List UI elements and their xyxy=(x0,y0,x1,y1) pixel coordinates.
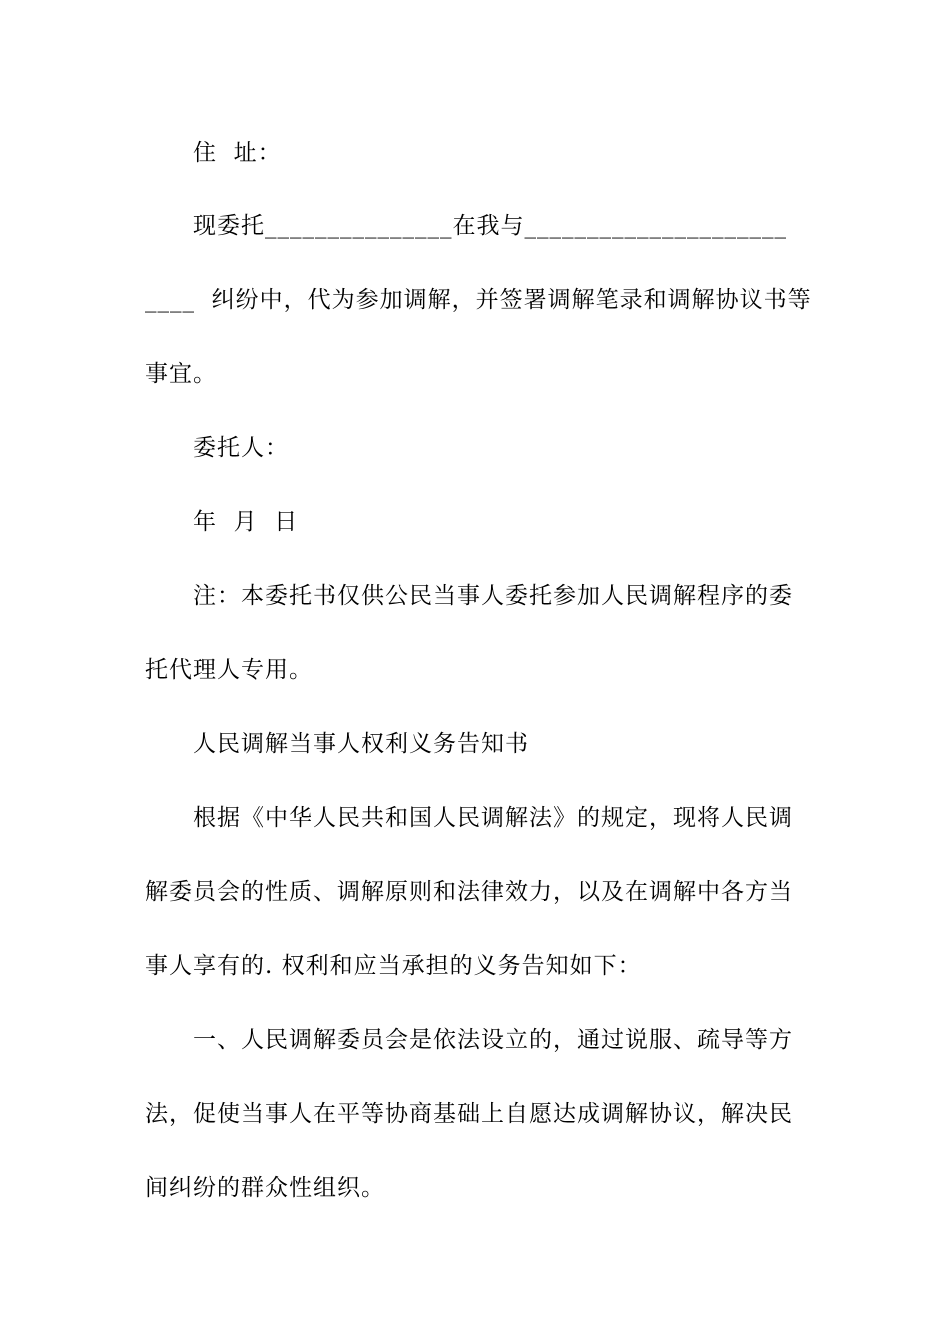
paragraph-line: 法，促使当事人在平等协商基础上自愿达成调解协议，解决民 xyxy=(145,1101,793,1127)
body-line: 事宜。 xyxy=(145,361,217,387)
paragraph-line: 事人享有的. 权利和应当承担的义务告知如下： xyxy=(145,953,642,979)
paragraph-line: 一、人民调解委员会是依法设立的，通过说服、疏导等方 xyxy=(193,1027,793,1053)
section-title: 人民调解当事人权利义务告知书 xyxy=(193,731,529,757)
date-line: 年 月 日 xyxy=(193,509,299,535)
address-line: 住 址： xyxy=(193,140,282,166)
paragraph-line: 根据《中华人民共和国人民调解法》的规定，现将人民调 xyxy=(193,805,793,831)
paragraph-line: 解委员会的性质、调解原则和法律效力，以及在调解中各方当 xyxy=(145,879,793,905)
body-line: ____ 纠纷中，代为参加调解，并签署调解笔录和调解协议书等 xyxy=(145,287,812,313)
principal-label: 委托人： xyxy=(193,435,289,461)
entrust-line: 现委托_______________在我与_____________________ xyxy=(193,213,787,239)
paragraph-line: 间纠纷的群众性组织。 xyxy=(145,1175,385,1201)
note-line: 注：本委托书仅供公民当事人委托参加人民调解程序的委 xyxy=(193,583,793,609)
body-line: 托代理人专用。 xyxy=(145,657,313,683)
